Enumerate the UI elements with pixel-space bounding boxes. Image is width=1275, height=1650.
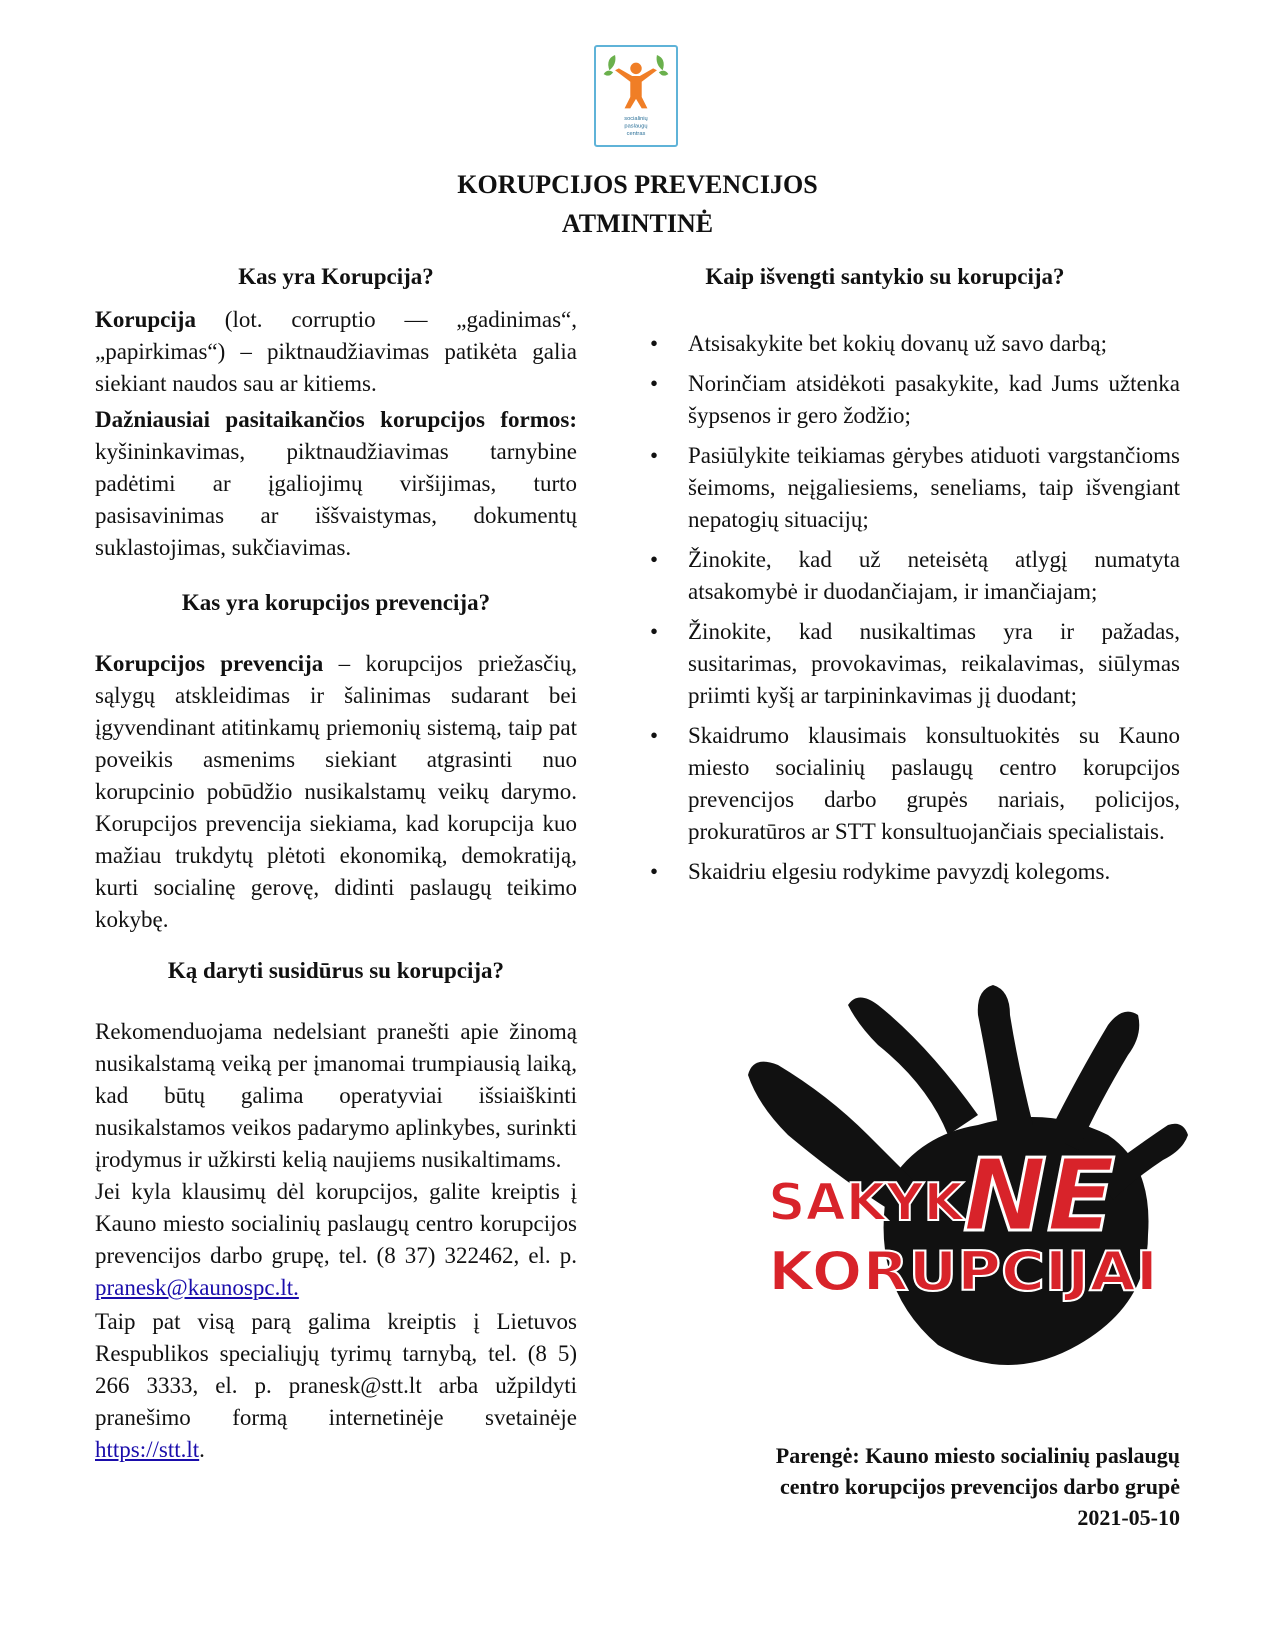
left-section-3 xyxy=(95,956,577,1466)
contact-paragraph xyxy=(95,1176,577,1304)
right-bullets xyxy=(688,328,1180,896)
term-bold: Korupcija xyxy=(95,307,196,332)
advice-list xyxy=(688,328,1180,888)
poster-word-sakyk: SAKYK xyxy=(768,1173,964,1233)
advice-list-item: • Norinčiam atsidėkoti pasakykite, kad Jums užtenka šypsenos ir gero žodžio; xyxy=(688,368,1180,432)
poster-word-ne: NE xyxy=(963,1137,1116,1254)
page-title-line1: KORUPCIJOS PREVENCIJOS xyxy=(457,170,818,199)
black-handprint-icon xyxy=(748,985,1188,1385)
logo-text-line1: socialinių xyxy=(624,115,648,122)
definition-paragraph xyxy=(95,304,577,400)
section-heading: Kas yra Korupcija? xyxy=(238,264,434,289)
advice-list-item: • Skaidrumo klausimais konsultuokitės su Kauno miesto socialinių paslaugų centro korupcijos prevencijos darbo grupės nariais, policijos, prokuratūros ar STT konsultuojančiais specialistais. xyxy=(688,720,1180,848)
section-heading: Kas yra korupcijos prevencija? xyxy=(181,590,491,615)
page-title-line2: ATMINTINĖ xyxy=(561,209,714,238)
stt-paragraph xyxy=(95,1306,577,1466)
advice-list-item: • Žinokite, kad už neteisėtą atlygį numatyta atsakomybė ir duodančiajam, ir imančiajam; xyxy=(688,544,1180,608)
definition-text: (lot. corruptio — „gadinimas“, „papirkimas“) – piktnaudžiavimas patikėta galia siekiant naudos sau ar kitiems. xyxy=(95,307,577,396)
logo-text-line2: paslaugų xyxy=(624,123,648,130)
advice-list-item: • Žinokite, kad nusikaltimas yra ir pažadas, susitarimas, provokavimas, reikalavimas, siūlymas priimti kyšį ar tarpininkavimas jį duodant; xyxy=(688,616,1180,712)
person-with-hands-up-icon xyxy=(596,47,676,145)
prevention-paragraph xyxy=(95,648,577,936)
left-section-2 xyxy=(95,588,577,936)
stt-end: . xyxy=(199,1437,205,1462)
advice-list-item: • Pasiūlykite teikiamas gėrybes atiduoti vargstančioms šeimoms, neįgaliesiems, seneliams, taip išvengiant nepatogių situacijų; xyxy=(688,440,1180,536)
stt-text: Taip pat visą parą galima kreiptis į Lietuvos Respublikos specialiųjų tyrimų tarnybą, tel. (8 5) 266 3333, el. p. pranesk@stt.lt arba užpildyti pranešimo formą internetinėje svetainėje xyxy=(95,1309,577,1430)
anti-corruption-poster xyxy=(748,985,1188,1385)
footer-line1: Parengė: Kauno miesto socialinių paslaugų xyxy=(775,1443,1180,1468)
footer-line2: centro korupcijos prevencijos darbo grupė xyxy=(779,1474,1180,1499)
forms-text: kyšininkavimas, piktnaudžiavimas tarnybine padėtimi ar įgaliojimų viršijimas, turto pasisavinimas ar iššvaistymas, dokumentų suklastojimas, sukčiavimas. xyxy=(95,439,577,560)
email-link[interactable]: pranesk@kaunospc.lt. xyxy=(95,1275,299,1300)
forms-paragraph xyxy=(95,404,577,564)
forms-bold: Dažniausiai pasitaikančios korupcijos formos: xyxy=(95,407,577,432)
footer-date: 2021-05-10 xyxy=(1077,1505,1180,1530)
recommend-paragraph: Rekomenduojama nedelsiant pranešti apie žinomą nusikalstamą veiką per įmanomai trumpiausią laiką, kad būtų galima operatyviai išsiaiškinti nusikalstamos veikos padarymo aplinkybes, surinkti įrodymus ir užkirsti kelią naujiems nusikaltimams. xyxy=(95,1019,577,1172)
contact-text: Jei kyla klausimų dėl korupcijos, galite kreiptis į Kauno miesto socialinių paslaugų centro korupcijos prevencijos darbo grupę, tel. (8 37) 322462, el. p. xyxy=(95,1179,577,1268)
logo-text-line3: centras xyxy=(626,131,646,138)
left-section-1 xyxy=(95,262,577,564)
prepared-by-footer xyxy=(660,1440,1180,1533)
organization-logo xyxy=(594,45,678,147)
poster-word-korupcijai: KORUPCIJAI xyxy=(768,1240,1158,1303)
section-heading: Ką daryti susidūrus su korupcija? xyxy=(167,958,505,983)
right-heading: Kaip išvengti santykio su korupcija? xyxy=(705,264,1065,289)
prevention-bold: Korupcijos prevencija xyxy=(95,651,324,676)
prevention-text: – korupcijos priežasčių, sąlygų atskleidimas ir šalinimas sudarant bei įgyvendinant atitinkamų priemonių sistemą, taip pat poveikis asmenims siekiant atgrasinti nuo korupcinio pobūdžio nusikalstamų veikų darymo. Korupcijos prevencija siekiama, kad korupcija kuo mažiau trukdytų plėtoti ekonomiką, demokratiją, kurti socialinę gerovę, didinti paslaugų teikimo kokybę. xyxy=(95,651,577,932)
advice-list-item: • Atsisakykite bet kokių dovanų už savo darbą; xyxy=(688,328,1180,360)
advice-list-item: • Skaidriu elgesiu rodykime pavyzdį kolegoms. xyxy=(688,856,1180,888)
stt-website-link[interactable]: https://stt.lt xyxy=(95,1437,200,1462)
